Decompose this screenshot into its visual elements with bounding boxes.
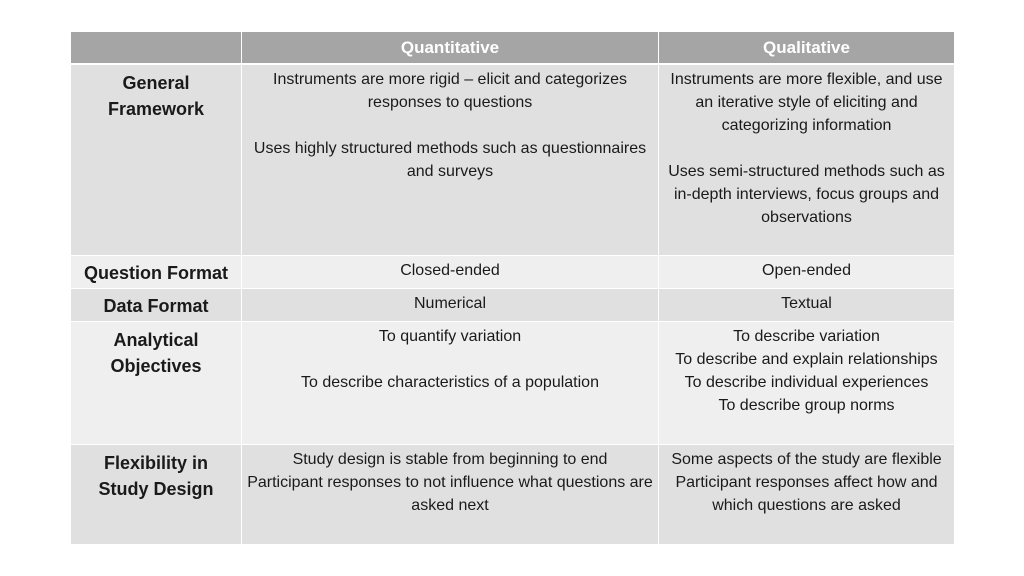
row-label [71,444,242,544]
row-label [71,64,242,255]
row-label-line: General [122,73,190,93]
cell-text: Instruments are more flexible, and use an iterative style of eliciting and categorizing information [670,71,943,134]
row-label-line: Analytical [113,329,199,350]
row-label-line: Flexibility in [103,452,209,473]
table-header-row [71,32,955,65]
row-label-line: Study Design [98,478,214,499]
header-quantitative: Quantitative [242,32,659,65]
cell-quantitative [242,444,659,544]
paragraph-gap [246,114,654,137]
row-flexibility-study-design [71,444,955,544]
comparison-table-container [70,31,954,545]
cell-text: Closed-ended [400,261,500,279]
cell-qualitative [659,444,955,544]
cell-qualitative [659,64,955,255]
row-analytical-objectives [71,321,955,444]
row-data-format [71,288,955,321]
row-label-line: Data Format [103,295,209,316]
cell-text: Uses semi-structured methods such as in-depth interviews, focus groups and observations [668,163,945,226]
cell-qualitative [659,288,955,321]
header-qualitative: Qualitative [659,32,955,65]
cell-qualitative [659,255,955,288]
cell-text: To describe variation [733,327,880,345]
cell-text: Participant responses affect how and which questions are asked [675,473,938,514]
cell-text: Study design is stable from beginning to end [292,450,608,468]
cell-text: Textual [781,294,832,312]
cell-qualitative [659,321,955,444]
cell-quantitative [242,255,659,288]
row-question-format [71,255,955,288]
cell-text: To quantify variation [378,327,522,345]
cell-text: Open-ended [762,261,851,279]
row-label-line: Framework [107,99,205,119]
paragraph-gap [246,348,654,371]
cell-text: Instruments are more rigid – elicit and categorizes responses to questions [273,71,627,111]
cell-text: To describe group norms [718,396,895,414]
cell-text: Uses highly structured methods such as questionnaires and surveys [253,140,647,180]
cell-text: Participant responses to not influence what questions are asked next [247,473,653,514]
cell-text: To describe characteristics of a population [301,373,599,391]
row-label [71,321,242,444]
paragraph-gap [663,137,950,160]
comparison-table [70,31,955,545]
cell-text: Numerical [413,294,486,312]
cell-text: To describe and explain relationships [675,350,938,368]
cell-quantitative [242,64,659,255]
row-label-line: Question Format [83,262,228,283]
cell-text: Some aspects of the study are flexible [671,450,942,468]
row-label [71,255,242,288]
cell-quantitative [242,321,659,444]
row-general-framework [71,64,955,255]
header-empty-cell [71,32,242,65]
cell-text: To describe individual experiences [684,373,929,391]
row-label-line: Objectives [110,355,202,376]
row-label [71,288,242,321]
cell-quantitative [242,288,659,321]
